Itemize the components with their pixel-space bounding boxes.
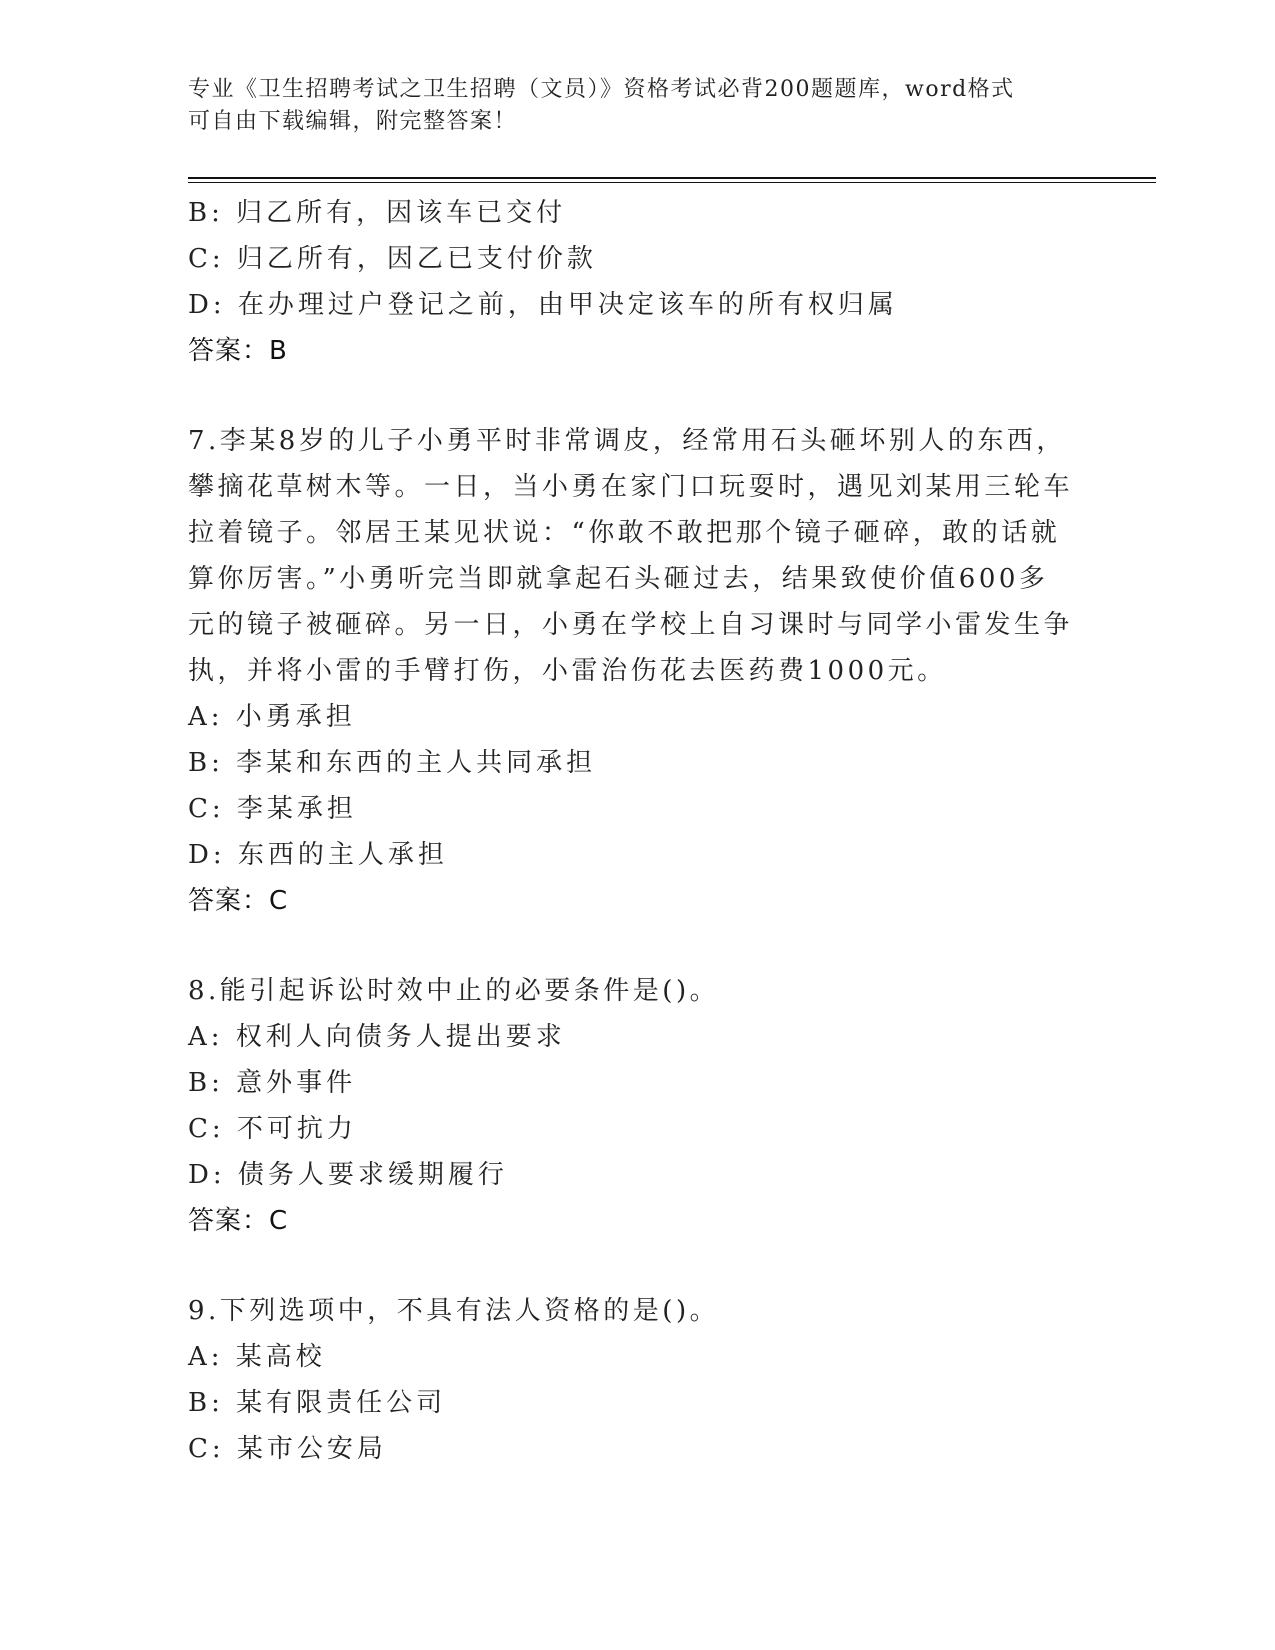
option-c: C: 李某承担 [188,794,357,824]
question-stem-line: 拉着镜子。邻居王某见状说：“你敢不敢把那个镜子砸碎，敢的话就 [188,518,1061,548]
question-stem-line: 9.下列选项中，不具有法人资格的是()。 [188,1296,720,1326]
document-header [188,74,1068,138]
option-b: B: 意外事件 [188,1068,357,1098]
answer-line: 答案：C [188,1206,289,1236]
header-divider-thick [188,177,1156,179]
option-d: D: 东西的主人承担 [188,840,448,870]
option-c: C: 不可抗力 [188,1114,357,1144]
question-spacer [188,374,1068,418]
question-block-9 [188,1288,1068,1472]
option-b: B: 某有限责任公司 [188,1388,447,1418]
option-c: C: 归乙所有，因乙已支付价款 [188,244,597,274]
option-b: B: 李某和东西的主人共同承担 [188,748,597,778]
question-list [188,190,1074,1472]
option-d: D: 债务人要求缓期履行 [188,1160,508,1190]
question-block-previous [188,190,1068,374]
question-stem-line: 7.李某8岁的儿子小勇平时非常调皮，经常用石头砸坏别人的东西， [188,426,1066,456]
option-b: B: 归乙所有，因该车已交付 [188,198,567,228]
option-c: C: 某市公安局 [188,1434,387,1464]
question-stem-line: 元的镜子被砸碎。另一日，小勇在学校上自习课时与同学小雷发生争 [188,610,1074,640]
question-block-8 [188,968,1068,1244]
answer-line: 答案：B [188,336,288,366]
option-d: D: 在办理过户登记之前，由甲决定该车的所有权归属 [188,290,898,320]
question-stem-line: 8.能引起诉讼时效中止的必要条件是()。 [188,976,720,1006]
header-title-line-2: 可自由下载编辑，附完整答案！ [188,109,518,134]
question-stem-line: 执，并将小雷的手臂打伤，小雷治伤花去医药费1000元。 [188,656,947,686]
question-stem-line: 攀摘花草树木等。一日，当小勇在家门口玩耍时，遇见刘某用三轮车 [188,472,1074,502]
header-divider-thin [188,182,1156,183]
option-a: A: 某高校 [188,1342,326,1372]
option-a: A: 权利人向债务人提出要求 [188,1022,566,1052]
header-title-line-1: 专业《卫生招聘考试之卫生招聘（文员）》资格考试必背200题题库，word格式 [188,77,1015,102]
option-a: A: 小勇承担 [188,702,356,732]
question-spacer [188,1244,1068,1288]
question-spacer [188,924,1068,968]
question-block-7 [188,418,1074,924]
answer-line: 答案：C [188,886,289,916]
question-stem-line: 算你厉害。”小勇听完当即就拿起石头砸过去，结果致使价值600多 [188,564,1049,594]
